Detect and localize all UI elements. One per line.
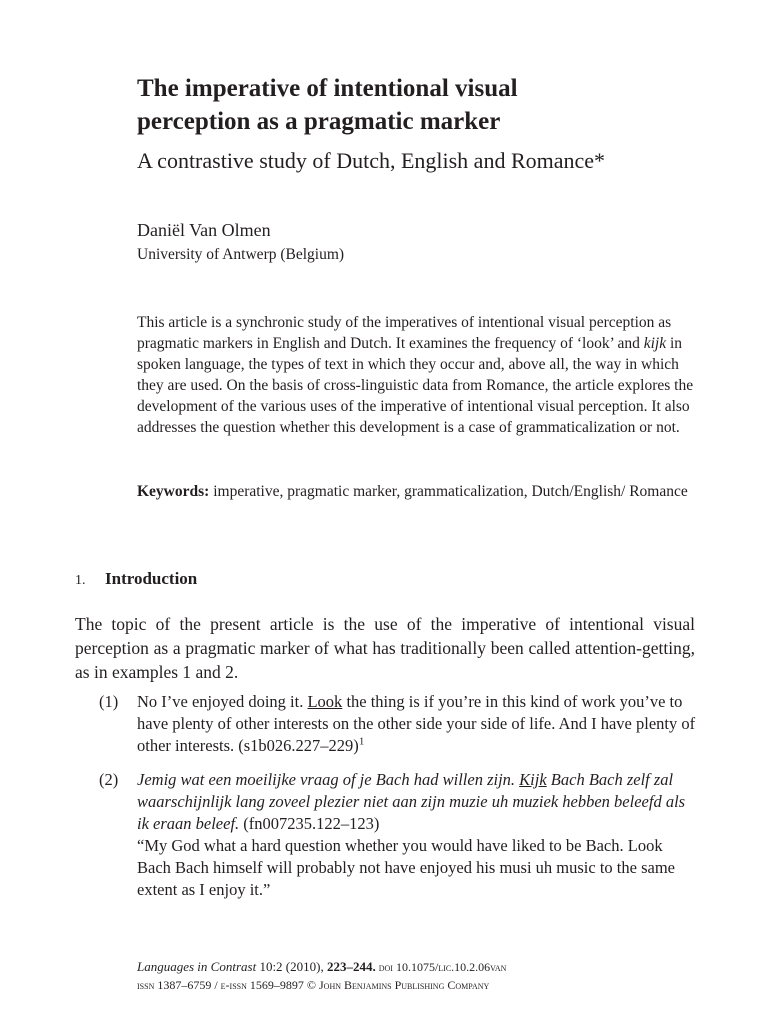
keywords xyxy=(137,481,697,502)
title-line-1: The imperative of intentional visual xyxy=(137,75,518,102)
example-text xyxy=(137,769,699,901)
keywords-text: imperative, pragmatic marker, grammaticalization, Dutch/English/ Romance xyxy=(209,483,688,500)
example-marked-word: Kijk xyxy=(519,770,547,789)
abstract xyxy=(137,312,697,438)
keywords-label: Keywords: xyxy=(137,483,210,500)
abstract-part-1: This article is a synchronic study of the imperatives of intentional visual perception as pragmatic markers in English and Dutch. It examines the frequency of ‘look’ and xyxy=(137,314,672,352)
example-marked-word: Look xyxy=(307,692,343,711)
section-title: Introduction xyxy=(105,569,198,588)
journal-volume: 10:2 (2010), xyxy=(256,959,327,974)
article-subtitle: A contrastive study of Dutch, English and Romance* xyxy=(137,148,606,173)
page-range: 223–244. xyxy=(326,959,376,974)
example-number: (1) xyxy=(99,692,119,711)
abstract-part-2: in spoken language, the types of text in which they occur and, above all, the way in which they are used. On the basis of cross-linguistic data from Romance, the article explores the development of the various uses of the imperative of intentional visual perception. It also addresses the question whether this development is a case of grammaticalization or not. xyxy=(137,335,694,436)
title-line-2: perception as a pragmatic marker xyxy=(137,108,501,135)
citation-line xyxy=(137,958,697,976)
journal-name: Languages in Contrast xyxy=(137,959,257,974)
section-heading xyxy=(75,567,197,593)
example-text-after: the thing is if you’re in this kind of work you’ve to have plenty of other interests on the other side your side of life. And I have plenty of other interests. (s1b026.227–229) xyxy=(137,692,696,755)
section-number: 1. xyxy=(75,573,86,588)
page-footer xyxy=(137,958,697,994)
example-translation: “My God what a hard question whether you would have liked to be Bach. Look Bach Bach himself will probably not have enjoyed his musi uh music to the same extent as I enjoy it.” xyxy=(137,836,675,899)
example-source: (fn007235.122–123) xyxy=(239,814,380,833)
example-number: (2) xyxy=(99,770,119,789)
article-title xyxy=(137,72,737,138)
author-affiliation: University of Antwerp (Belgium) xyxy=(137,246,345,263)
issn-line: issn 1387–6759 / e-issn 1569–9897 © John Benjamins Publishing Company xyxy=(137,978,490,992)
example-dutch-before: Jemig wat een moeilijke vraag of je Bach had willen zijn. xyxy=(137,770,520,789)
example-dutch-after: Bach Bach zelf zal waarschijnlijk lang zoveel plezier niet aan zijn muzie uh muziek hebben beleefd als ik eraan beleef. xyxy=(137,770,686,833)
example-text xyxy=(137,691,699,757)
doi[interactable]: doi 10.1075/lic.10.2.06van xyxy=(375,960,507,974)
abstract-italic-term: kijk xyxy=(643,335,667,352)
example-text-before: No I’ve enjoyed doing it. xyxy=(137,692,308,711)
intro-paragraph: The topic of the present article is the use of the imperative of intentional visual perception as a pragmatic marker of what has traditionally been called attention-getting, as in examples 1 and 2. xyxy=(75,614,695,682)
example-2 xyxy=(99,769,699,901)
author-name: Daniël Van Olmen xyxy=(137,220,271,240)
footnote-marker[interactable]: 1 xyxy=(358,735,365,748)
example-1 xyxy=(99,691,699,757)
